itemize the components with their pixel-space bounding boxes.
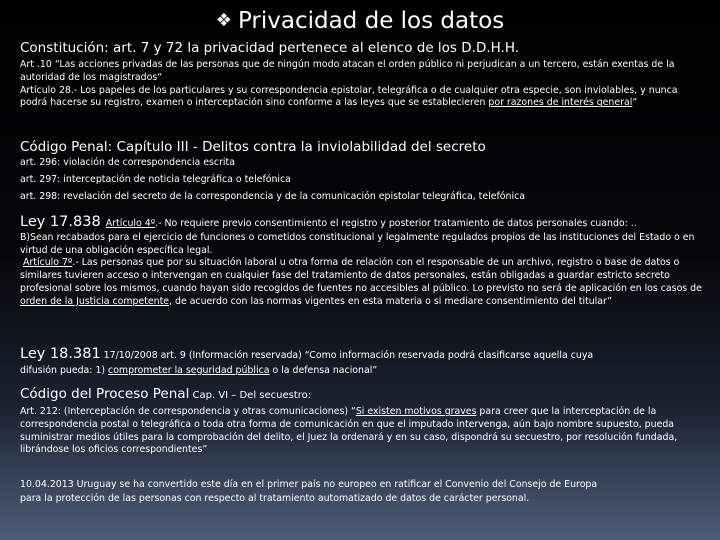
constitucion-heading: Constitución: art. 7 y 72 la privacidad pertenece al elenco de los D.D.H.H. — [20, 40, 520, 56]
codigo-penal-line-2: art. 297: interceptación de noticia telegráfica o telefónica — [20, 173, 291, 185]
art7-end: , de acuerdo con las normas vigentes en esta materia o si mediare consentimiento del titular” — [169, 295, 613, 307]
constitucion-section — [20, 40, 704, 110]
cpp-art212-text: Art. 212: (Interceptación de correspondencia y otras comunicaciones) “ — [20, 406, 356, 417]
slide-title — [0, 6, 720, 38]
diamond-bullet-icon: ❖ — [215, 10, 232, 31]
uruguay-line-1: 10.04.2013 Uruguay se ha convertido este día en el primer país no europeo en ratificar el Convenio del Consejo de Europa — [20, 479, 598, 490]
codigo-penal-line-3: art. 298: revelación del secreto de la correspondencia y de la comunicación epistolar telegráfica, telefónica — [20, 190, 525, 202]
ley-18381-heading: Ley 18.381 — [20, 346, 101, 362]
constitucion-art28 — [20, 85, 704, 111]
codigo-penal-heading: Código Penal: Capítulo III - Delitos contra la inviolabilidad del secreto — [20, 139, 486, 155]
constitucion-art10: Art .10 “Las acciones privadas de las personas que de ningún modo atacan el orden público ni perjudican a un tercero, están exentas de la autoridad de los magistrados“ — [20, 59, 675, 83]
art28-end: ” — [632, 97, 638, 109]
art4-text: .- No requiere previo consentimiento el registro y posterior tratamiento de datos personales cuando: .. — [155, 218, 637, 229]
ley-18381-heading-line — [20, 343, 704, 363]
ley-17838-section — [20, 211, 704, 309]
art4-label: Artículo 4º — [105, 218, 156, 229]
title-text: Privacidad de los datos — [237, 8, 505, 34]
ley-18381-section — [20, 343, 704, 378]
ley-17838-b-clause: B)Sean recabados para el ejercicio de funciones o cometidos constitucional y legalmente regulados propios de las instituciones del Estado o en virtud de una obligación específica legal. — [20, 231, 695, 256]
ley-18381-line-2-text: difusión pueda: 1) — [20, 364, 109, 376]
cpp-heading: Código del Proceso Penal — [20, 386, 190, 402]
art28-link: por razones de interés general — [488, 97, 633, 109]
art7-label: Artículo 7º — [23, 257, 73, 269]
cpp-art212-rest: para creer que la interceptación de la correspondencia postal o telegráfica o toda otra forma de comunicación en que el imputado intervenga, aún bajo nombre supuesto, pueda suministrar medios útiles para la comprobación del delito, el Juez la ordenará y en su caso, dispondrá su secuestro, por resolución fundada, librándose los oficios correspondientes” — [20, 406, 678, 456]
art7-link: orden de la Justicia competente — [20, 295, 170, 307]
cpp-heading-sub: Cap. VI – Del secuestro: — [189, 390, 312, 401]
ley-17838-heading-line — [20, 211, 704, 231]
codigo-penal-section — [20, 139, 704, 203]
cpp-heading-line — [20, 383, 704, 403]
art28-text: Artículo 28.- Los papeles de los particulares y su correspondencia epistolar, telegráfica o de cualquier otra especie, son inviolables, y nunca podrá hacerse su registro, examen o interceptación sino conforme a las leyes que se establecieren — [20, 84, 678, 109]
codigo-penal-line-1: art. 296: violación de correspondencia escrita — [20, 157, 235, 168]
ley-18381-line-2-end: o la defensa nacional” — [269, 364, 378, 376]
art7-text: .- Las personas que por su situación laboral u otra forma de relación con el responsable de un archivo, registro o base de datos o similares tuvieren acceso o intervengan en cualquier fase del tratamiento de datos personales, están obligadas a guardar estricto secreto profesional sobre los mismos, cuando hayan sido recogidos de fuentes no accesibles al público. Lo previsto no será de aplicación en los casos de — [20, 257, 702, 294]
uruguay-line-2: para la protección de las personas con respecto al tratamiento automatizado de datos de carácter personal. — [20, 492, 530, 504]
ley-17838-heading: Ley 17.838 — [20, 214, 101, 230]
ley-18381-link: comprometer la seguridad pública — [108, 364, 270, 376]
ley-17838-art7 — [20, 257, 704, 308]
uruguay-section — [20, 479, 704, 506]
cpp-art212 — [20, 406, 704, 457]
ley-18381-line-1: 17/10/2008 art. 9 (Información reservada) “Como información reservada podrá clasificarse aquella cuya — [100, 350, 594, 361]
cpp-art212-link: Si existen motivos graves — [355, 406, 477, 417]
ley-18381-line-2 — [20, 365, 704, 378]
cpp-section — [20, 383, 704, 457]
